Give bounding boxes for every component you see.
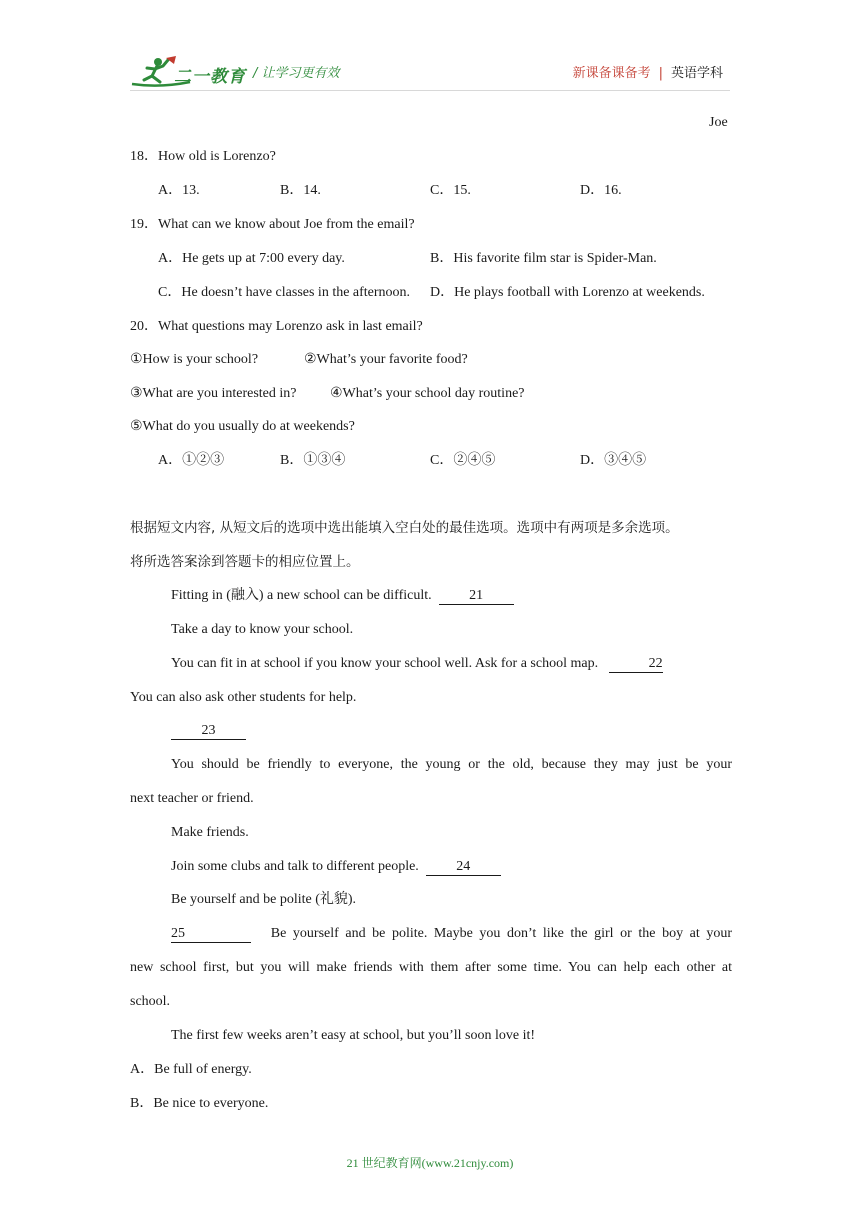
blank-22: 22 [609, 656, 663, 673]
q20-option-c: C．②④⑤ [430, 453, 496, 468]
passage-line-9b: new school first, but you will make friends with them after some time. You can help each other at [130, 960, 732, 975]
page-header [0, 0, 860, 100]
passage-line-5a: You should be friendly to everyone, the young or the old, because they may just be your [171, 757, 732, 772]
section-instruction-1: 根据短文内容, 从短文后的选项中选出能填入空白处的最佳选项。选项中有两项是多余选项。 [130, 520, 679, 536]
q18-option-d: D．16. [580, 183, 622, 198]
passage-line-3 [171, 655, 663, 673]
section-instruction-2: 将所选答案涂到答题卡的相应位置上。 [130, 554, 360, 570]
passage-line-5b: next teacher or friend. [130, 791, 254, 806]
answer-option-a: A．Be full of energy. [130, 1062, 252, 1077]
passage-heading-2: Make friends. [171, 825, 249, 840]
question-20: 20．What questions may Lorenzo ask in last email? [130, 319, 423, 334]
passage-line-7 [171, 858, 501, 876]
q19-option-b: B．His favorite film star is Spider-Man. [430, 251, 657, 266]
header-course-label: 新课备课备考 [572, 66, 651, 81]
passage-text: Fitting in (融入) a new school can be difficult. [171, 588, 432, 603]
q20-option-a: A．①②③ [158, 453, 225, 468]
q20-item-3: ③What are you interested in? [130, 386, 297, 401]
passage-text: You can fit in at school if you know your school well. Ask for a school map. [171, 656, 599, 671]
slogan: / 让学习更有效 [253, 66, 340, 81]
q20-item-2: ②What’s your favorite food? [304, 352, 468, 367]
passage-line-4 [171, 722, 246, 740]
passage-line-9c: school. [130, 994, 171, 1009]
q20-item-1: ①How is your school? [130, 352, 259, 367]
blank-21: 21 [439, 588, 514, 605]
blank-24: 24 [426, 859, 501, 876]
q19-option-c: C．He doesn’t have classes in the afternoon. [158, 285, 411, 300]
q20-item-4: ④What’s your school day routine? [330, 386, 525, 401]
header-subject [573, 62, 723, 81]
logo-text: 二一教育 [174, 67, 246, 87]
passage-heading-3: Be yourself and be polite (礼貌). [171, 892, 357, 907]
q20-item-5: ⑤What do you usually do at weekends? [130, 419, 355, 434]
header-separator: | [658, 66, 663, 81]
answer-option-b: B．Be nice to everyone. [130, 1096, 269, 1111]
passage-line-9a [171, 925, 732, 943]
q20-option-d: D．③④⑤ [580, 453, 647, 468]
q18-option-a: A．13. [158, 183, 200, 198]
header-subject-label: 英语学科 [670, 66, 723, 81]
header-divider [130, 90, 730, 91]
question-18: 18．How old is Lorenzo? [130, 149, 276, 164]
letter-signature: Joe [709, 115, 728, 130]
passage-line-3b: You can also ask other students for help. [130, 690, 357, 705]
question-19: 19．What can we know about Joe from the email? [130, 217, 415, 232]
passage-line-10: The first few weeks aren’t easy at school, but you’ll soon love it! [171, 1028, 536, 1043]
page-footer: 21 世纪教育网(www.21cnjy.com) [346, 1156, 514, 1170]
passage-line-1 [171, 587, 514, 605]
q20-option-b: B．①③④ [280, 453, 346, 468]
q19-option-d: D．He plays football with Lorenzo at weekends. [430, 285, 705, 300]
passage-text: Be yourself and be polite. Maybe you don’t like the girl or the boy at your [270, 926, 733, 941]
blank-23: 23 [171, 723, 246, 740]
passage-text: Join some clubs and talk to different people. [171, 859, 419, 874]
q18-option-b: B．14. [280, 183, 321, 198]
q19-option-a: A．He gets up at 7:00 every day. [158, 251, 345, 266]
blank-25: 25 [171, 926, 251, 943]
q18-option-c: C．15. [430, 183, 471, 198]
passage-heading-1: Take a day to know your school. [171, 622, 354, 637]
